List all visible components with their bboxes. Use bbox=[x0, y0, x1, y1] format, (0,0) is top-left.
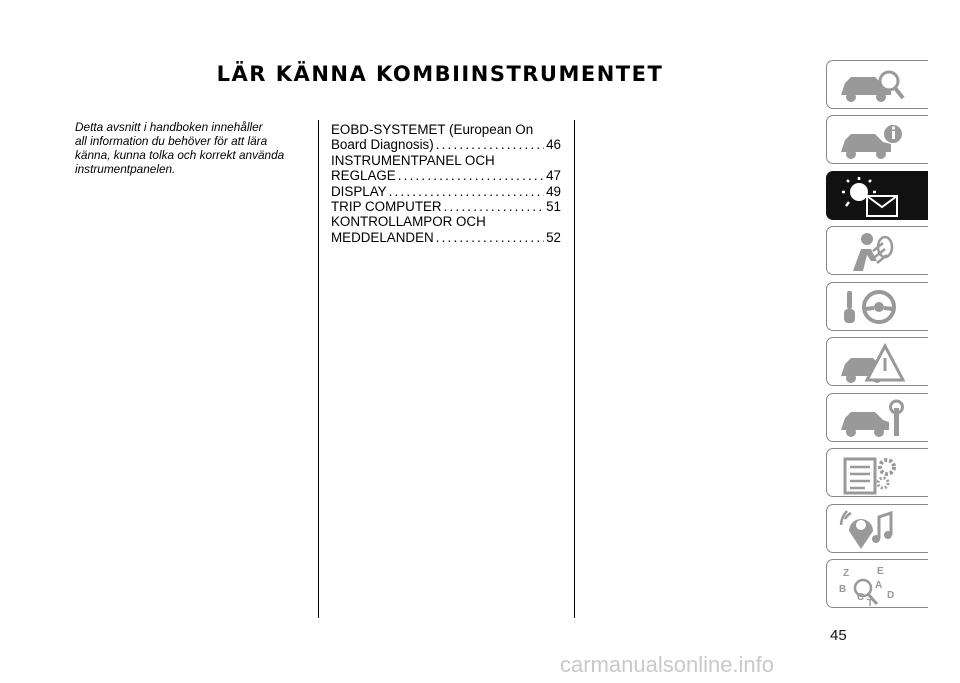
toc-leader bbox=[436, 137, 544, 152]
toc-entry-title: MEDDELANDEN bbox=[331, 229, 434, 245]
tab-dashboard-lights[interactable] bbox=[826, 171, 928, 220]
car-info-icon bbox=[837, 120, 921, 162]
toc-entry-title: DISPLAY bbox=[331, 183, 387, 199]
toc-line: EOBD-SYSTEMET (European On bbox=[331, 122, 534, 137]
specs-gear-icon bbox=[837, 453, 921, 495]
alphabet-letter: D bbox=[887, 590, 895, 601]
tab-multimedia[interactable] bbox=[826, 504, 928, 553]
tab-airbag[interactable] bbox=[826, 226, 928, 275]
tab-car-search[interactable] bbox=[826, 60, 928, 109]
toc-page-number: 51 bbox=[546, 199, 561, 215]
toc-entry-title: Board Diagnosis) bbox=[331, 137, 434, 153]
toc-line: KONTROLLAMPOR OCH bbox=[331, 214, 486, 230]
car-wrench-icon bbox=[837, 398, 921, 440]
alphabet-letter: C bbox=[857, 592, 865, 603]
toc-page-number: 47 bbox=[546, 168, 561, 184]
alphabet-letter: A bbox=[875, 580, 883, 591]
tab-alphabetical-index[interactable] bbox=[826, 559, 928, 608]
toc-leader bbox=[389, 184, 545, 199]
toc-entry-title: REGLAGE bbox=[331, 168, 396, 184]
watermark: carmanualsonline.info bbox=[560, 652, 775, 677]
intro-text bbox=[75, 120, 315, 176]
airbag-person-icon bbox=[837, 231, 921, 273]
toc-entry-title: TRIP COMPUTER bbox=[331, 199, 442, 215]
alphabet-letter: B bbox=[839, 584, 847, 595]
tab-specifications[interactable] bbox=[826, 448, 928, 497]
tab-key-steering[interactable] bbox=[826, 282, 928, 331]
intro-line: instrumentpanelen. bbox=[75, 162, 176, 176]
toc-leader bbox=[398, 168, 544, 183]
toc-entry-display[interactable] bbox=[331, 184, 561, 199]
page-number: 45 bbox=[830, 627, 847, 644]
intro-line: all information du behöver för att lära bbox=[75, 134, 268, 148]
alphabet-letter: Z bbox=[843, 568, 850, 579]
music-location-icon bbox=[837, 509, 921, 551]
column-divider-right bbox=[574, 120, 575, 618]
toc-page-number: 52 bbox=[546, 229, 561, 245]
intro-line: Detta avsnitt i handboken innehåller bbox=[75, 120, 263, 134]
alphabet-search-icon bbox=[837, 564, 921, 606]
tab-car-info[interactable] bbox=[826, 115, 928, 164]
toc-line: INSTRUMENTPANEL OCH bbox=[331, 152, 495, 168]
toc-page-number: 49 bbox=[546, 183, 561, 199]
car-warning-triangle-icon bbox=[837, 342, 921, 384]
toc-leader bbox=[444, 199, 544, 214]
toc-leader bbox=[436, 230, 544, 245]
column-divider-left bbox=[318, 120, 319, 618]
toc-entry-trip-computer[interactable] bbox=[331, 199, 561, 214]
dashboard-light-message-icon bbox=[837, 176, 921, 218]
toc-entry-kontrollampor[interactable] bbox=[331, 214, 561, 245]
car-search-icon bbox=[837, 65, 921, 107]
tab-car-maintenance[interactable] bbox=[826, 393, 928, 442]
toc-entry-eobd[interactable] bbox=[331, 122, 561, 153]
table-of-contents bbox=[331, 122, 561, 245]
alphabet-letter: T bbox=[867, 598, 874, 606]
intro-line: känna, kunna tolka och korrekt använda bbox=[75, 148, 285, 162]
alphabet-letter: E bbox=[877, 566, 884, 577]
key-steering-wheel-icon bbox=[837, 287, 921, 329]
toc-page-number: 46 bbox=[546, 137, 561, 153]
tab-car-warning[interactable] bbox=[826, 337, 928, 386]
toc-entry-instrumentpanel[interactable] bbox=[331, 153, 561, 184]
section-title: LÄR KÄNNA KOMBIINSTRUMENTET bbox=[216, 62, 664, 86]
